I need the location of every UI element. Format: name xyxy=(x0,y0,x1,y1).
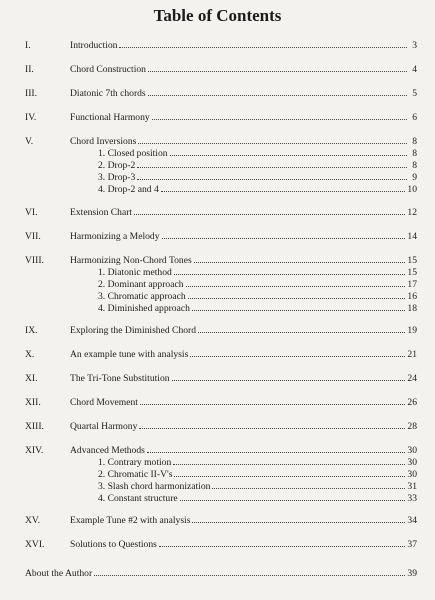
toc-subentry xyxy=(98,184,417,196)
toc-row xyxy=(0,397,435,409)
dot-leader xyxy=(161,191,406,192)
toc-row xyxy=(0,279,435,291)
toc-entry xyxy=(70,88,417,100)
toc-subentry xyxy=(98,148,417,160)
page-number: 33 xyxy=(407,493,417,504)
page-number: 30 xyxy=(407,457,417,468)
dot-leader xyxy=(134,214,405,215)
entry-label: Diatonic 7th chords xyxy=(70,88,146,99)
entry-label: An example tune with analysis xyxy=(70,349,189,360)
chapter-numeral: I. xyxy=(25,40,31,51)
toc-row xyxy=(0,373,435,385)
entry-label: Functional Harmony xyxy=(70,112,150,123)
toc-about-author xyxy=(25,568,417,580)
dot-leader xyxy=(170,155,407,156)
dot-leader xyxy=(172,380,406,381)
toc-entry xyxy=(70,112,417,124)
entry-label: 4. Constant structure xyxy=(98,493,178,504)
toc-row xyxy=(0,303,435,315)
chapter-numeral: X. xyxy=(25,349,35,360)
dot-leader xyxy=(139,428,405,429)
entry-label: 4. Drop-2 and 4 xyxy=(98,184,159,195)
page-number: 15 xyxy=(407,255,417,266)
dot-leader xyxy=(174,476,405,477)
toc-row xyxy=(0,184,435,196)
toc-entry xyxy=(70,373,417,385)
dot-leader xyxy=(119,47,407,48)
toc-subentry xyxy=(98,291,417,303)
toc-row xyxy=(0,136,435,148)
entry-label: 2. Drop-2 xyxy=(98,160,136,171)
toc-row xyxy=(0,539,435,551)
toc-row xyxy=(0,148,435,160)
toc-row xyxy=(0,231,435,243)
page-number: 26 xyxy=(407,397,417,408)
toc-row xyxy=(0,64,435,76)
chapter-numeral: VIII. xyxy=(25,255,44,266)
entry-label: The Tri-Tone Substitution xyxy=(70,373,170,384)
dot-leader xyxy=(188,298,406,299)
dot-leader xyxy=(147,452,406,453)
entry-label: 3. Chromatic approach xyxy=(98,291,186,302)
chapter-numeral: II. xyxy=(25,64,34,75)
entry-label: 2. Chromatic II-V's xyxy=(98,469,173,480)
page-number: 37 xyxy=(407,539,417,550)
toc-subentry xyxy=(98,160,417,172)
dot-leader xyxy=(148,95,407,96)
entry-label: Exploring the Diminished Chord xyxy=(70,325,197,336)
toc-row xyxy=(0,349,435,361)
entry-label: Harmonizing Non-Chord Tones xyxy=(70,255,192,266)
chapter-numeral: III. xyxy=(25,88,37,99)
entry-label: 4. Diminished approach xyxy=(98,303,190,314)
page-number: 8 xyxy=(412,160,417,171)
page-number: 6 xyxy=(412,112,417,123)
page-title: Table of Contents xyxy=(153,6,282,25)
toc-row xyxy=(0,445,435,457)
toc-row xyxy=(0,112,435,124)
entry-label: 3. Slash chord harmonization xyxy=(98,481,211,492)
chapter-numeral: IV. xyxy=(25,112,37,123)
toc-subentry xyxy=(98,493,417,505)
chapter-numeral: XVI. xyxy=(25,539,45,550)
dot-leader xyxy=(140,404,405,405)
toc-row xyxy=(0,207,435,219)
toc-entry xyxy=(70,40,417,52)
toc-subentry xyxy=(98,303,417,315)
dot-leader xyxy=(173,464,405,465)
entry-label: 1. Diatonic method xyxy=(98,267,172,278)
chapter-numeral: VII. xyxy=(25,231,41,242)
chapter-numeral: IX. xyxy=(25,325,38,336)
toc-entry xyxy=(70,64,417,76)
entry-label: Quartal Harmony xyxy=(70,421,138,432)
dot-leader xyxy=(138,143,407,144)
page-number: 5 xyxy=(412,88,417,99)
dot-leader xyxy=(94,575,405,576)
toc-row xyxy=(0,568,435,580)
page-number: 12 xyxy=(407,207,417,218)
chapter-numeral: XI. xyxy=(25,373,38,384)
toc-subentry xyxy=(98,457,417,469)
entry-label: Introduction xyxy=(70,40,118,51)
page-number: 15 xyxy=(407,267,417,278)
entry-label: 1. Closed position xyxy=(98,148,168,159)
toc-row xyxy=(0,255,435,267)
toc-row xyxy=(0,515,435,527)
chapter-numeral: XIII. xyxy=(25,421,44,432)
toc-row xyxy=(0,40,435,52)
chapter-numeral: V. xyxy=(25,136,34,147)
dot-leader xyxy=(174,274,406,275)
toc-entry xyxy=(70,445,417,457)
toc-row xyxy=(0,325,435,337)
page-number: 19 xyxy=(407,325,417,336)
toc-entry xyxy=(70,231,417,243)
toc-entry xyxy=(70,397,417,409)
toc-row xyxy=(0,160,435,172)
chapter-numeral: XV. xyxy=(25,515,41,526)
dot-leader xyxy=(198,332,405,333)
toc-entry xyxy=(70,349,417,361)
dot-leader xyxy=(192,522,405,523)
dot-leader xyxy=(190,356,405,357)
toc-entry xyxy=(70,421,417,433)
dot-leader xyxy=(137,179,407,180)
page-number: 4 xyxy=(412,64,417,75)
toc-subentry xyxy=(98,172,417,184)
entry-label: 1. Contrary motion xyxy=(98,457,172,468)
toc-row xyxy=(0,421,435,433)
page-number: 8 xyxy=(412,148,417,159)
entry-label: Solutions to Questions xyxy=(70,539,157,550)
page-number: 30 xyxy=(407,445,417,456)
page-number: 18 xyxy=(407,303,417,314)
dot-leader xyxy=(137,167,407,168)
page-number: 10 xyxy=(407,184,417,195)
page-number: 3 xyxy=(412,40,417,51)
entry-label: Harmonizing a Melody xyxy=(70,231,160,242)
toc-row xyxy=(0,172,435,184)
dot-leader xyxy=(194,262,406,263)
dot-leader xyxy=(180,500,406,501)
entry-label: Example Tune #2 with analysis xyxy=(70,515,191,526)
page-number: 16 xyxy=(407,291,417,302)
entry-label: Advanced Methods xyxy=(70,445,145,456)
chapter-numeral: XII. xyxy=(25,397,41,408)
toc-entry xyxy=(70,515,417,527)
entry-label: Chord Construction xyxy=(70,64,146,75)
dot-leader xyxy=(162,238,406,239)
toc-subentry xyxy=(98,279,417,291)
page-number: 21 xyxy=(407,349,417,360)
entry-label: Chord Inversions xyxy=(70,136,137,147)
entry-label: 2. Dominant approach xyxy=(98,279,184,290)
dot-leader xyxy=(148,71,407,72)
entry-label: Extension Chart xyxy=(70,207,133,218)
dot-leader xyxy=(186,286,406,287)
page-number: 14 xyxy=(407,231,417,242)
toc-row xyxy=(0,481,435,493)
page-number: 9 xyxy=(412,172,417,183)
page-number: 34 xyxy=(407,515,417,526)
page-number: 17 xyxy=(407,279,417,290)
page-number: 30 xyxy=(407,469,417,480)
toc-entry xyxy=(70,207,417,219)
toc-entry xyxy=(70,325,417,337)
page-number: 8 xyxy=(412,136,417,147)
entry-label: Chord Movement xyxy=(70,397,138,408)
toc-subentry xyxy=(98,469,417,481)
dot-leader xyxy=(152,119,407,120)
page-number: 24 xyxy=(407,373,417,384)
toc-subentry xyxy=(98,481,417,493)
toc-subentry xyxy=(98,267,417,279)
dot-leader xyxy=(192,310,405,311)
page-number: 31 xyxy=(407,481,417,492)
toc-row xyxy=(0,291,435,303)
chapter-numeral: XIV. xyxy=(25,445,44,456)
toc-row xyxy=(0,267,435,279)
chapter-numeral: VI. xyxy=(25,207,38,218)
page-number: 39 xyxy=(407,568,417,579)
entry-label: 3. Drop-3 xyxy=(98,172,136,183)
toc-row xyxy=(0,457,435,469)
dot-leader xyxy=(159,546,406,547)
toc-entry xyxy=(70,255,417,267)
toc-row xyxy=(0,469,435,481)
page-number: 28 xyxy=(407,421,417,432)
toc-entry xyxy=(70,539,417,551)
toc-row xyxy=(0,88,435,100)
entry-label: About the Author xyxy=(25,568,93,579)
toc-row xyxy=(0,493,435,505)
dot-leader xyxy=(212,488,405,489)
toc-entry xyxy=(70,136,417,148)
